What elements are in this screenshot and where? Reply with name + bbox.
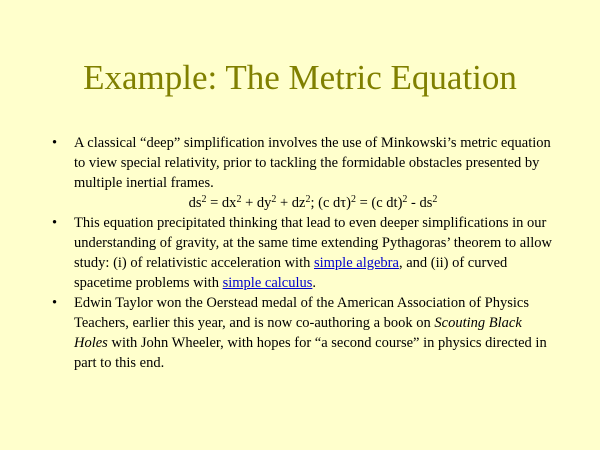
metric-equation: $ds^2 = dx^2 + dy^2 + dz^2$; (c dτ)$^2$ = (c $dt)^2 - ds^2$: [188, 194, 438, 211]
bullet-marker: •: [52, 215, 58, 231]
slide-title: Example: The Metric Equation: [83, 58, 517, 97]
bullet-item-gravity: [52, 213, 552, 293]
bullet-text: This equation precipitated thinking that lead to even deeper simplifications in our understanding of gravity, at the same time extending Pythagoras’ theorem to allow study: (i) of relativistic acceleration with simple algebra, and (ii) of curved spacetime problems with simple calculus.: [74, 215, 552, 291]
bullet-text: Edwin Taylor won the Oerstead medal of the American Association of Physics Teachers, earlier this year, and is now co-authoring a book on Scouting Black Holes with John Wheeler, with hopes for “a second course” in physics directed in part to this end.: [74, 295, 547, 371]
simple-algebra-link[interactable]: simple algebra: [313, 255, 399, 271]
bullet-text: A classical “deep” simplification involves the use of Minkowski’s metric equation to view special relativity, prior to tackling the formidable obstacles presented by multiple inertial frames.: [74, 135, 551, 191]
bullet-list: [52, 133, 552, 373]
bullet-item-taylor: [52, 293, 552, 373]
bullet-marker: •: [52, 135, 58, 151]
book-title: Scouting Black Holes: [74, 315, 522, 351]
bullet-item-minkowski: [52, 133, 552, 193]
bullet-marker: •: [52, 295, 58, 311]
simple-calculus-link[interactable]: simple calculus: [222, 275, 313, 291]
